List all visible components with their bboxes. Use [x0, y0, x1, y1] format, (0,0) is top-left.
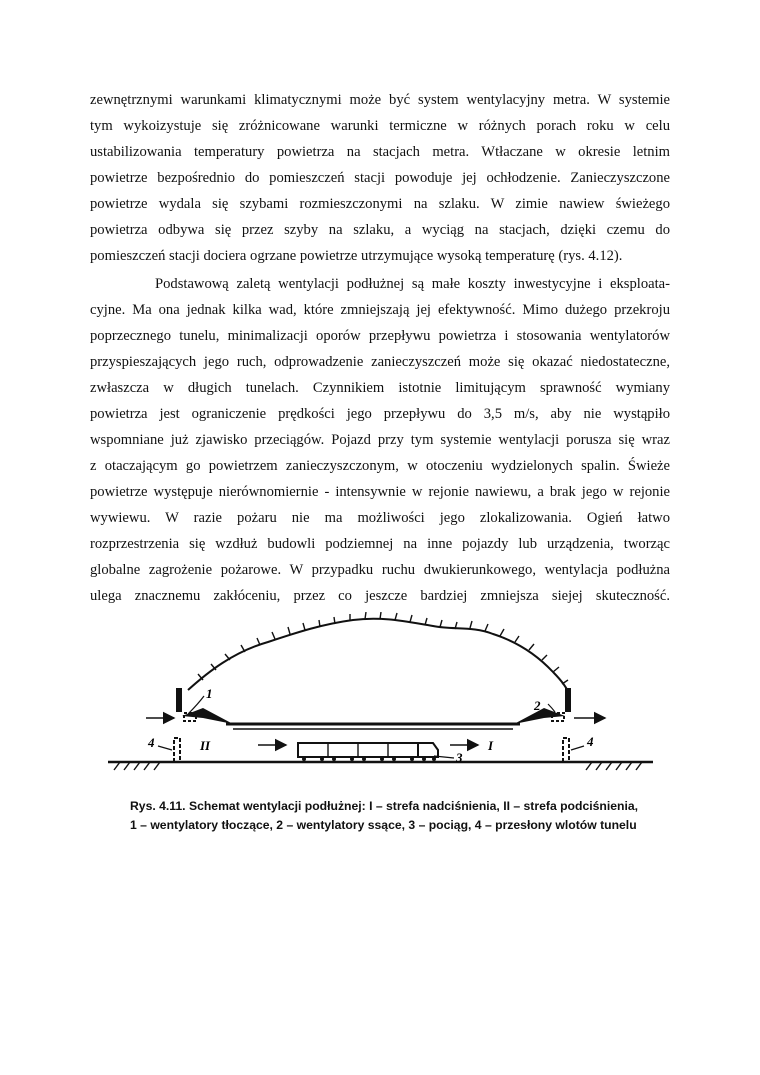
ground-hatching	[198, 612, 568, 684]
text-line: cyjne. Ma ona jednak kilka wad, które zmniejszają jej efektywność. Mimo dużego przekroju	[90, 302, 670, 318]
zone-low-label: II	[200, 738, 211, 753]
text-line: wspomniane już zjawisko przeciągów. Pojazd przy tym systemie wentylacji porusza się wraz	[90, 432, 670, 448]
text-line: powietrza odbywa się przez szyby na szlaku, a wyciąg na stacjach, dzięki czemu do	[90, 222, 670, 238]
text-line: ulega znacznemu zakłóceniu, przez co jeszcze bardziej zmniejsza siejej skuteczność.	[90, 588, 670, 604]
text-line: wywiewu. W razie pożaru nie ma możliwości jego zlokalizowania. Ogień łatwo	[90, 510, 670, 526]
zone-high-label: I	[488, 738, 494, 753]
label-4-right: 4	[587, 734, 594, 749]
text-line: z otaczającym go powietrzem zanieczyszczonym, w otoczeniu wydzielonych spalin. Świeże	[90, 458, 670, 474]
label-1: 1	[206, 686, 213, 701]
ventilation-diagram	[108, 612, 653, 792]
text-line: powietrze wydala się szybami rozmieszczonymi na szlaku. W zimie nawiew świeżego	[90, 196, 670, 212]
text-line: powietrza jest ograniczenie prędkości jego przepływu do 3,5 m/s, aby nie wystąpiło	[90, 406, 670, 422]
left-portal	[176, 688, 182, 712]
text-line: przyspieszających jego ruch, odprowadzenie zanieczyszczeń może się okazać niedostateczne,	[90, 354, 670, 370]
caption-line-2: 1 – wentylatory tłoczące, 2 – wentylatory ssące, 3 – pociąg, 4 – przesłony wlotów tunelu	[130, 818, 637, 832]
text-line: zewnętrznymi warunkami klimatycznymi może być system wentylacyjny metra. W systemie	[90, 92, 670, 108]
caption-line-1: Rys. 4.11. Schemat wentylacji podłużnej: I – strefa nadciśnienia, II – strefa podciśnienia,	[130, 799, 638, 813]
figure-caption	[130, 797, 640, 835]
right-shutter	[563, 738, 569, 762]
floor-hatching	[114, 762, 642, 770]
text-line: powietrze występuje nierównomiernie - intensywnie w rejonie nawiewu, a brak jego w rejonie	[90, 484, 670, 500]
ground-overburden-outline	[188, 619, 570, 696]
label-3: 3	[456, 750, 463, 765]
text-line: globalne zagrożenie pożarowe. W przypadku ruchu dwukierunkowego, wentylacja podłużna	[90, 562, 670, 578]
text-line: poprzecznego tunelu, minimalizacji oporów przepływu powietrza i stosowania wentylatorów	[90, 328, 670, 344]
train	[298, 743, 438, 761]
text-line: zwłaszcza w długich tunelach. Czynnikiem istotnie limitującym sprawność wymiany	[90, 380, 670, 396]
text-line: powietrze bezpośrednio do pomieszczeń stacji powoduje jej ochłodzenie. Zanieczyszczone	[90, 170, 670, 186]
label-4-left: 4	[148, 735, 155, 750]
shutter-right-leader	[571, 746, 584, 750]
left-shutter	[174, 738, 180, 762]
text-line: ustabilizowania temperatury powietrza na stacjach metra. Wtłaczane w okresie letnim	[90, 144, 670, 160]
text-line: Podstawową zaletą wentylacji podłużnej są małe koszty inwestycyjne i eksploata-	[155, 276, 670, 292]
right-portal	[565, 688, 571, 712]
shutter-left-leader	[158, 746, 172, 750]
text-line: rozprzestrzenia się wzdłuż budowli podziemnej na inne pojazdy lub urządzenia, tworząc	[90, 536, 670, 552]
text-line: tym wykoizystuje się zróżnicowane warunki termiczne w różnych porach roku w celu	[90, 118, 670, 134]
label-2: 2	[534, 698, 541, 713]
text-line: pomieszczeń stacji dociera ogrzane powietrze utrzymujące wysoką temperaturę (rys. 4.12).	[90, 248, 623, 264]
